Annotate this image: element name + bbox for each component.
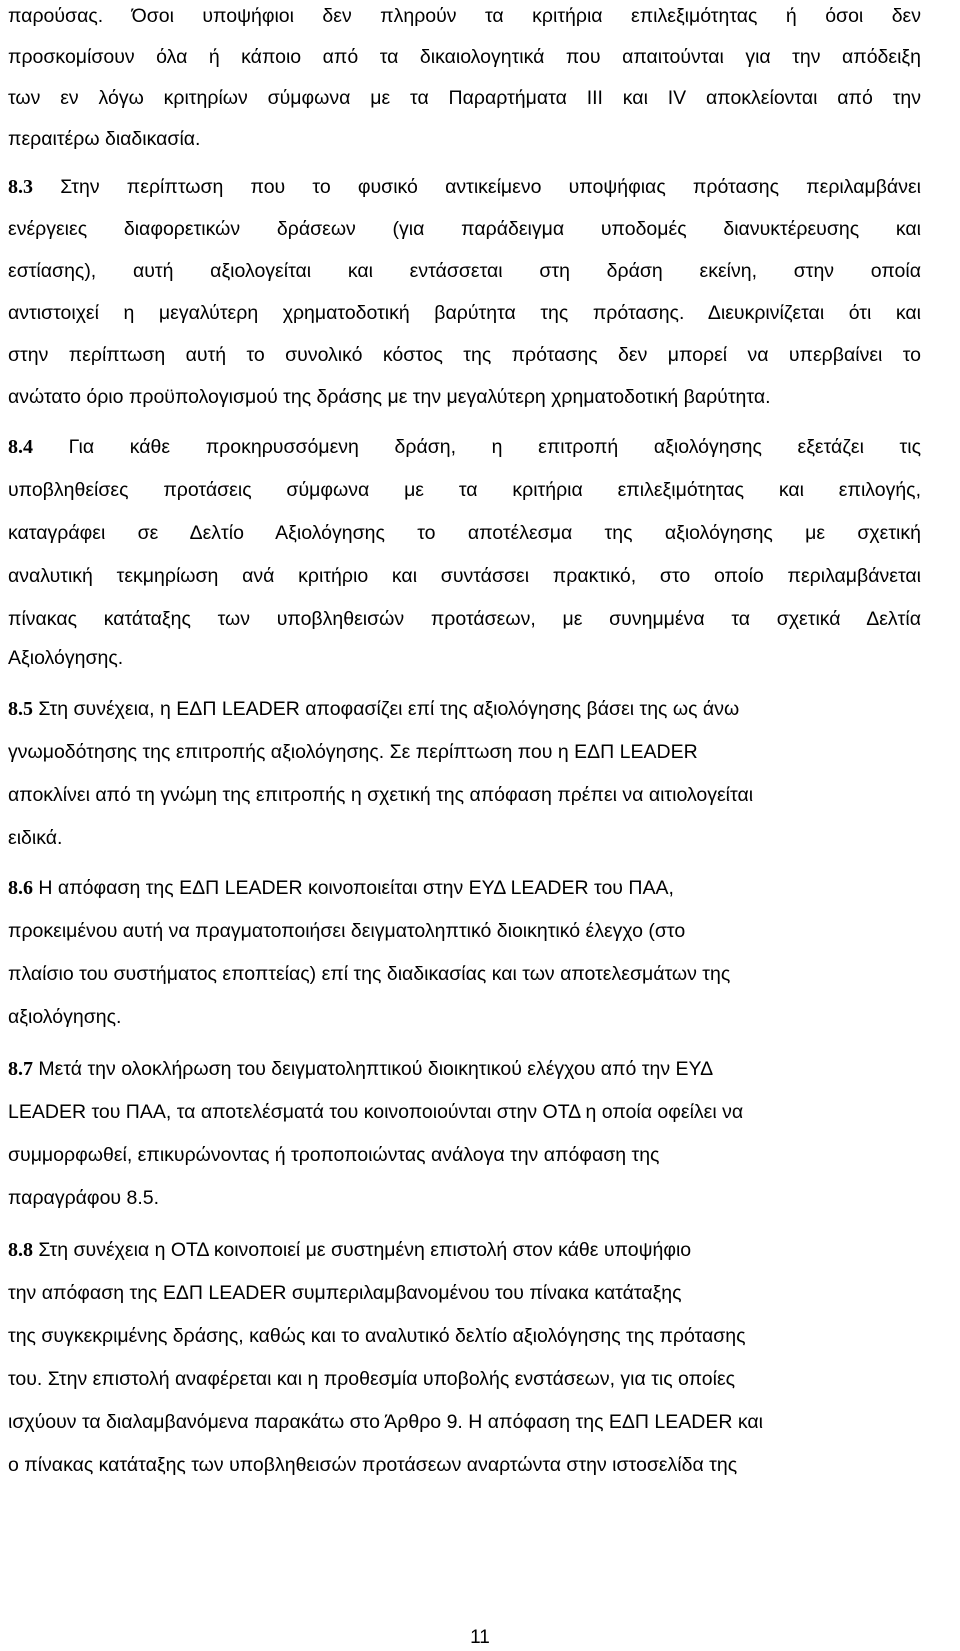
paragraph-line: Στη συνέχεια η ΟΤΔ κοινοποιεί με συστημένη επιστολή στον κάθε υποψήφιο: [38, 1239, 692, 1261]
paragraph-line: των εν λόγω κριτηρίων σύμφωνα με τα Παραρτήματα ΙΙΙ και ΙV αποκλείονται από την: [8, 87, 921, 109]
paragraph-line: προσκομίσουν όλα ή κάποιο από τα δικαιολογητικά που απαιτούνται για την απόδειξη: [8, 46, 921, 68]
paragraph-line: συμμορφωθεί, επικυρώνοντας ή τροποποιώντας ανάλογα την απόφαση της: [8, 1144, 660, 1166]
paragraph-line: του. Στην επιστολή αναφέρεται και η προθεσμία υποβολής ενστάσεων, για τις οποίες: [8, 1368, 736, 1390]
paragraph-line: ειδικά.: [8, 827, 63, 849]
paragraph-line: ενέργειες διαφορετικών δράσεων (για παράδειγμα υποδομές διανυκτέρευσης και: [8, 218, 921, 240]
paragraph-line: παραγράφου 8.5.: [8, 1187, 160, 1209]
page-number: 11: [470, 1627, 490, 1648]
paragraph-line: στην περίπτωση αυτή το συνολικό κόστος της πρότασης δεν μπορεί να υπερβαίνει το: [8, 344, 921, 366]
paragraph-number: 8.8: [8, 1239, 33, 1261]
paragraph-number: 8.4: [8, 436, 33, 458]
paragraph-number: 8.6: [8, 877, 33, 899]
paragraph-line: Η απόφαση της ΕΔΠ LEADER κοινοποιείται στην ΕΥΔ LEADER του ΠΑΑ,: [38, 877, 674, 899]
paragraph-line: ανώτατο όριο προϋπολογισμού της δράσης με την μεγαλύτερη χρηματοδοτική βαρύτητα.: [8, 386, 771, 408]
paragraph-line: αντιστοιχεί η μεγαλύτερη χρηματοδοτική βαρύτητα της πρότασης. Διευκρινίζεται ότι και: [8, 302, 921, 324]
paragraph-line: προκειμένου αυτή να πραγματοποιήσει δειγματοληπτικό διοικητικό έλεγχο (στο: [8, 920, 686, 942]
paragraph-line: πίνακας κατάταξης των υποβληθεισών προτάσεων, με συνημμένα τα σχετικά Δελτία: [8, 608, 921, 630]
paragraph-number: 8.7: [8, 1058, 33, 1080]
paragraph-line: ο πίνακας κατάταξης των υποβληθεισών προτάσεων αναρτώντα στην ιστοσελίδα της: [8, 1454, 738, 1476]
paragraph-number: 8.5: [8, 698, 33, 720]
paragraph-line: γνωμοδότησης της επιτροπής αξιολόγησης. Σε περίπτωση που η ΕΔΠ LEADER: [8, 741, 698, 763]
paragraph-line: LEADER του ΠΑΑ, τα αποτελέσματά του κοινοποιούνται στην ΟΤΔ η οποία οφείλει να: [8, 1101, 744, 1123]
paragraph-number: 8.3: [8, 176, 33, 198]
paragraph-line: την απόφαση της ΕΔΠ LEADER συμπεριλαμβανομένου του πίνακα κατάταξης: [8, 1282, 682, 1304]
paragraph-line: Για κάθε προκηρυσσόμενη δράση, η επιτροπή αξιολόγησης εξετάζει τις: [68, 436, 921, 458]
paragraph-line: αξιολόγησης.: [8, 1006, 122, 1028]
paragraph-line: Στην περίπτωση που το φυσικό αντικείμενο υποψήφιας πρότασης περιλαμβάνει: [60, 176, 921, 198]
paragraph-line: καταγράφει σε Δελτίο Αξιολόγησης το αποτέλεσμα της αξιολόγησης με σχετική: [8, 522, 921, 544]
paragraph-line: περαιτέρω διαδικασία.: [8, 128, 201, 150]
paragraph-line: Μετά την ολοκλήρωση του δειγματοληπτικού διοικητικού ελέγχου από την ΕΥΔ: [38, 1058, 714, 1080]
paragraph-line: ισχύουν τα διαλαμβανόμενα παρακάτω στο Άρθρο 9. Η απόφαση της ΕΔΠ LEADER και: [8, 1411, 763, 1433]
paragraph-line: παρούσας. Όσοι υποψήφιοι δεν πληρούν τα κριτήρια επιλεξιμότητας ή όσοι δεν: [8, 5, 921, 27]
paragraph-line: πλαίσιο του συστήματος εποπτείας) επί της διαδικασίας και των αποτελεσμάτων της: [8, 963, 731, 985]
paragraph-line: εστίασης), αυτή αξιολογείται και εντάσσεται στη δράση εκείνη, στην οποία: [8, 260, 921, 282]
paragraph-line: αναλυτική τεκμηρίωση ανά κριτήριο και συντάσσει πρακτικό, στο οποίο περιλαμβάνεται: [8, 565, 921, 587]
paragraph-line: Αξιολόγησης.: [8, 647, 124, 669]
paragraph-line: Στη συνέχεια, η ΕΔΠ LEADER αποφασίζει επί της αξιολόγησης βάσει της ως άνω: [38, 698, 740, 720]
paragraph-line: αποκλίνει από τη γνώμη της επιτροπής η σχετική της απόφαση πρέπει να αιτιολογείται: [8, 784, 754, 806]
paragraph-line: υποβληθείσες προτάσεις σύμφωνα με τα κριτήρια επιλεξιμότητας και επιλογής,: [8, 479, 921, 501]
paragraph-line: της συγκεκριμένης δράσης, καθώς και το αναλυτικό δελτίο αξιολόγησης της πρότασης: [8, 1325, 746, 1347]
